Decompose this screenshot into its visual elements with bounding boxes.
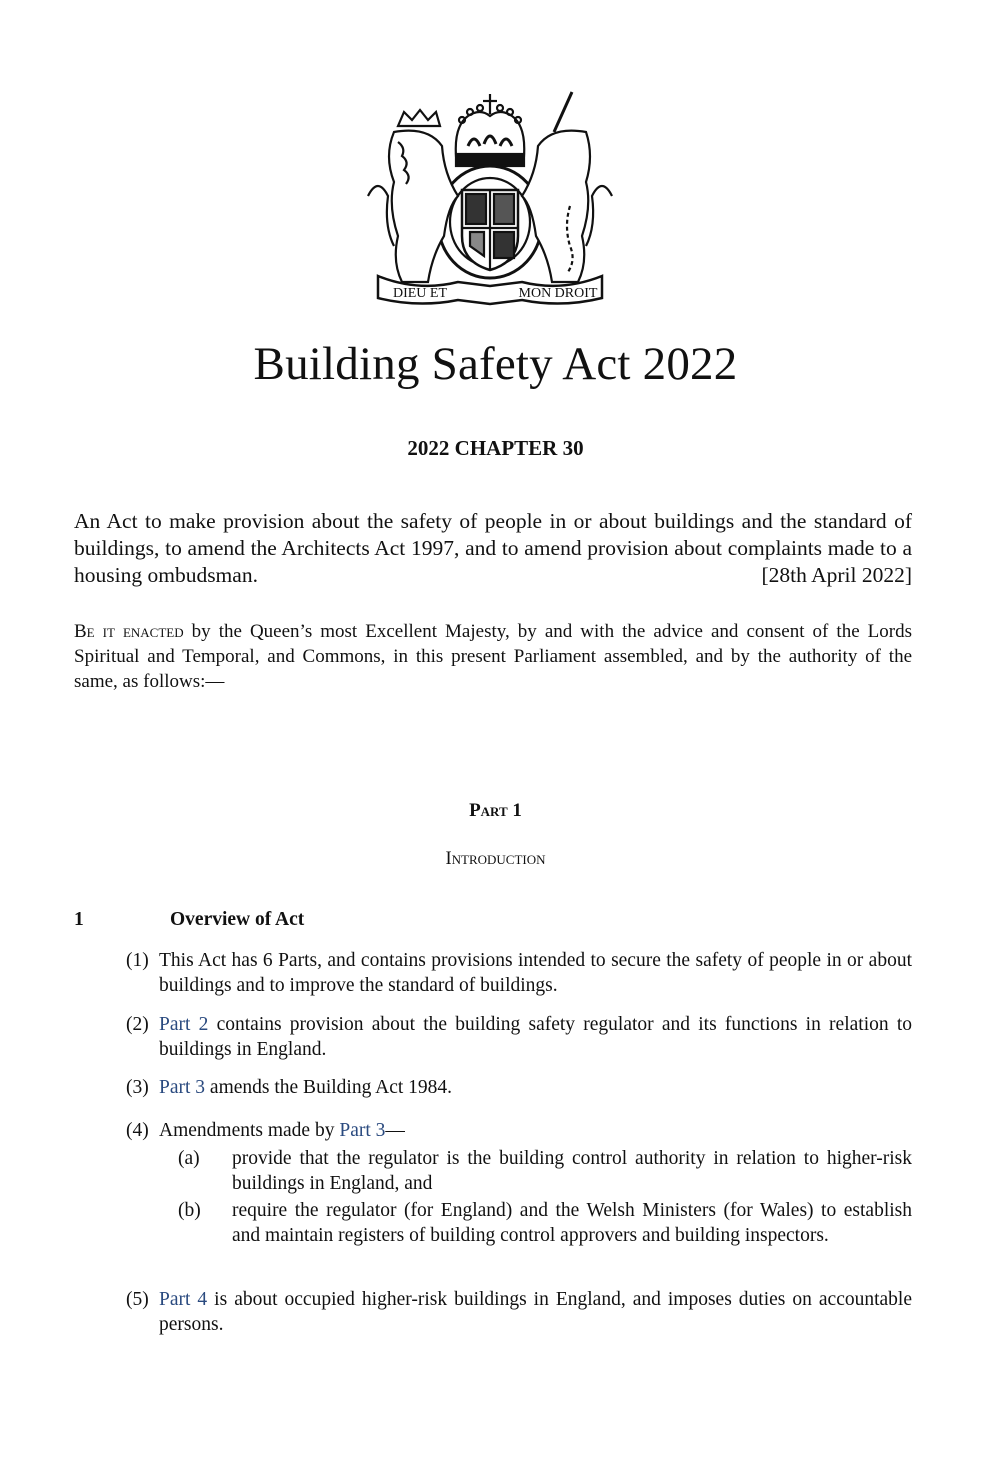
part-4-link[interactable]: Part 4	[159, 1289, 208, 1310]
section-title: Overview of Act	[170, 909, 305, 930]
subsection-2	[126, 1012, 912, 1062]
part-title: Introduction	[445, 849, 546, 869]
long-title	[74, 508, 912, 589]
part-3-link[interactable]: Part 3	[159, 1077, 206, 1098]
subsection-body	[126, 1075, 912, 1100]
subsection-4	[126, 1118, 912, 1143]
subsection-text: is about occupied higher-risk buildings in England, and imposes duties on accountable persons.	[159, 1289, 912, 1335]
long-title-text: An Act to make provision about the safety of people in or about buildings and the standard of buildings, to amend the Architects Act 1997, and to amend provision about complaints made to a housing ombudsman.	[74, 509, 912, 587]
subsection-label: (2)	[126, 1014, 149, 1035]
part-2-link[interactable]: Part 2	[159, 1014, 209, 1035]
subsection-1	[126, 948, 912, 998]
royal-assent-date: [28th April 2022]	[761, 563, 912, 587]
paragraph-text: provide that the regulator is the building control authority in relation to higher-risk buildings in England, and	[232, 1148, 912, 1194]
subsection-label: (1)	[126, 950, 149, 971]
part-3-link[interactable]: Part 3	[339, 1120, 386, 1141]
paragraph-label: (a)	[178, 1148, 200, 1169]
crest-motto-right: MON DROIT	[518, 286, 598, 301]
paragraph-a	[178, 1146, 912, 1196]
subsection-text: This Act has 6 Parts, and contains provisions intended to secure the safety of people in or about buildings and to improve the standard of buildings.	[159, 950, 912, 996]
subsection-5	[126, 1287, 912, 1337]
subsection-text-suffix: —	[385, 1120, 405, 1141]
subsection-label: (5)	[126, 1289, 149, 1310]
subsection-text: contains provision about the building safety regulator and its functions in relation to buildings in England.	[159, 1014, 912, 1060]
subsection-label: (3)	[126, 1077, 149, 1098]
paragraph-label: (b)	[178, 1200, 201, 1221]
subsection-body	[126, 1118, 912, 1143]
enacting-formula	[74, 619, 912, 694]
enacting-formula-text: by the Queen’s most Excellent Majesty, by and with the advice and consent of the Lords Spiritual and Temporal, and Commons, in this present Parliament assembled, and by the authority of the same, as follows:—	[74, 621, 912, 692]
enacting-formula-lead: Be it enacted	[74, 621, 184, 642]
paragraph-text: require the regulator (for England) and the Welsh Ministers (for Wales) to establish and maintain registers of building control approvers and building inspectors.	[232, 1200, 912, 1246]
chapter-number: 2022 CHAPTER 30	[407, 436, 584, 460]
subsection-text: Amendments made by	[159, 1120, 340, 1141]
subsection-body	[126, 1012, 912, 1062]
subsection-text: amends the Building Act 1984.	[205, 1077, 453, 1098]
subsection-body	[126, 1287, 912, 1337]
paragraph-b	[178, 1198, 912, 1248]
part-heading: Part 1	[469, 800, 522, 821]
crest-motto-left: DIEU ET	[392, 286, 448, 301]
act-title: Building Safety Act 2022	[253, 338, 738, 390]
subsection-label: (4)	[126, 1120, 149, 1141]
subsection-3	[126, 1075, 912, 1100]
section-heading	[74, 907, 912, 933]
royal-coat-of-arms-icon	[358, 86, 622, 308]
section-number: 1	[74, 909, 84, 930]
